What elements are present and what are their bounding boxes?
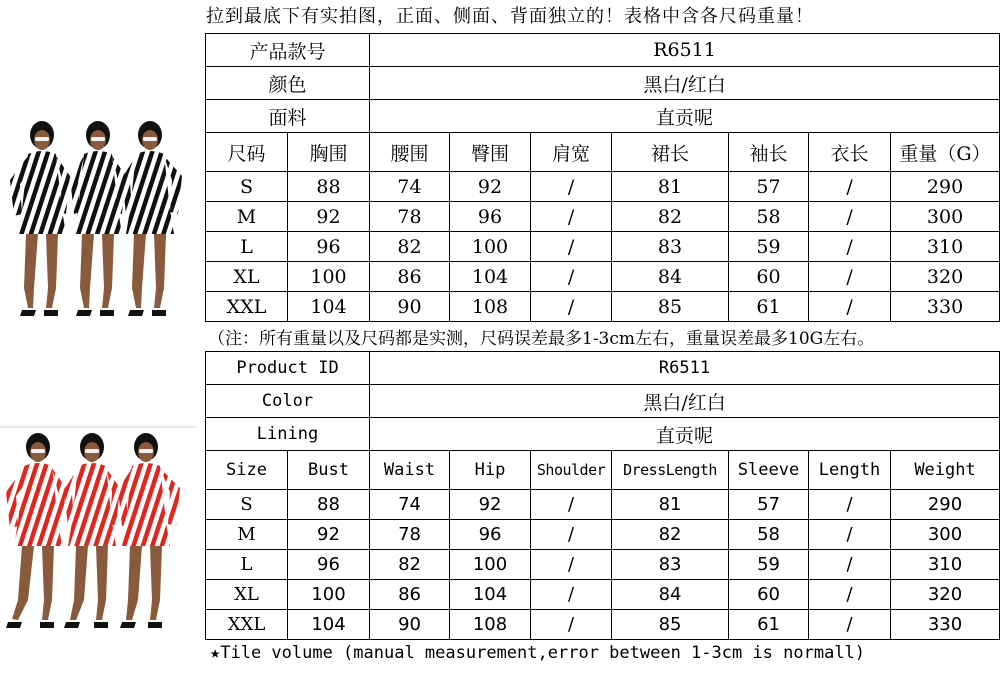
table-cell: 330 bbox=[891, 292, 1000, 322]
size-cell: M bbox=[206, 202, 288, 232]
table-cell: / bbox=[531, 262, 612, 292]
table-cell: / bbox=[809, 172, 891, 202]
header-cell: Sleeve bbox=[729, 451, 809, 490]
header-cell: 衣长 bbox=[809, 133, 891, 172]
color-value: 黑白/红白 bbox=[370, 67, 1000, 100]
size-cell: L bbox=[206, 550, 288, 580]
table-cell: 78 bbox=[370, 202, 450, 232]
table-cell: 104 bbox=[450, 262, 531, 292]
header-cell: 重量（G） bbox=[891, 133, 1000, 172]
table-row bbox=[206, 262, 1000, 292]
table-cell: 60 bbox=[729, 262, 809, 292]
table-cell: 82 bbox=[612, 202, 729, 232]
table-cell: 300 bbox=[891, 520, 1000, 550]
table-cell: / bbox=[531, 490, 612, 520]
table-cell: 104 bbox=[288, 292, 370, 322]
table-cell: 74 bbox=[370, 172, 450, 202]
lining-value: 直贡呢 bbox=[370, 418, 1000, 451]
model-figure-side bbox=[70, 121, 126, 316]
model-figure-front bbox=[6, 433, 66, 628]
model-figure-side bbox=[64, 433, 120, 628]
product-id-label: Product ID bbox=[206, 352, 370, 385]
table-cell: 59 bbox=[729, 232, 809, 262]
header-cell: 袖长 bbox=[729, 133, 809, 172]
model-figure-front bbox=[10, 121, 70, 316]
table-header-row bbox=[206, 133, 1000, 172]
table-cell: 57 bbox=[729, 172, 809, 202]
size-cell: XL bbox=[206, 580, 288, 610]
table-cell: / bbox=[809, 550, 891, 580]
table-cell: 320 bbox=[891, 580, 1000, 610]
header-cell: Hip bbox=[450, 451, 531, 490]
table-cell: 92 bbox=[450, 490, 531, 520]
table-cell: 86 bbox=[370, 580, 450, 610]
size-cell: S bbox=[206, 172, 288, 202]
table-row bbox=[206, 550, 1000, 580]
table-cell: 81 bbox=[612, 172, 729, 202]
table-cell: 92 bbox=[288, 520, 370, 550]
table-cell: 82 bbox=[370, 232, 450, 262]
table-cell: 82 bbox=[612, 520, 729, 550]
table-cell: 58 bbox=[729, 520, 809, 550]
tile-volume-note: ★Tile volume (manual measurement,error between 1-3cm is normall) bbox=[210, 643, 866, 663]
size-rows bbox=[206, 490, 1000, 640]
header-cell: 裙长 bbox=[612, 133, 729, 172]
table-cell: 96 bbox=[450, 202, 531, 232]
table-cell: 310 bbox=[891, 232, 1000, 262]
table-cell: 92 bbox=[288, 202, 370, 232]
table-cell: / bbox=[531, 520, 612, 550]
table-cell: 300 bbox=[891, 202, 1000, 232]
table-cell: 58 bbox=[729, 202, 809, 232]
table-cell: 100 bbox=[450, 550, 531, 580]
table-cell: 84 bbox=[612, 262, 729, 292]
table-cell: / bbox=[531, 550, 612, 580]
table-cell: 85 bbox=[612, 610, 729, 640]
table-row bbox=[206, 580, 1000, 610]
table-cell: 59 bbox=[729, 550, 809, 580]
table-cell: / bbox=[531, 580, 612, 610]
table-cell: / bbox=[809, 610, 891, 640]
table-cell: / bbox=[809, 202, 891, 232]
color-label: 颜色 bbox=[206, 67, 370, 100]
table-cell: 96 bbox=[450, 520, 531, 550]
header-cell: 腰围 bbox=[370, 133, 450, 172]
table-cell: 57 bbox=[729, 490, 809, 520]
model-figure-back bbox=[122, 121, 182, 316]
table-row bbox=[206, 172, 1000, 202]
table-cell: 104 bbox=[288, 610, 370, 640]
table-cell: 74 bbox=[370, 490, 450, 520]
table-cell: / bbox=[531, 232, 612, 262]
table-cell: 86 bbox=[370, 262, 450, 292]
table-cell: 88 bbox=[288, 172, 370, 202]
table-cell: / bbox=[809, 292, 891, 322]
header-cell: 肩宽 bbox=[531, 133, 612, 172]
size-table-chinese bbox=[205, 33, 1000, 322]
table-cell: / bbox=[531, 172, 612, 202]
table-cell: 84 bbox=[612, 580, 729, 610]
size-cell: L bbox=[206, 232, 288, 262]
header-cell: Weight bbox=[891, 451, 1000, 490]
table-cell: 100 bbox=[288, 262, 370, 292]
table-cell: / bbox=[531, 292, 612, 322]
table-cell: 330 bbox=[891, 610, 1000, 640]
table-row bbox=[206, 202, 1000, 232]
table-cell: / bbox=[531, 202, 612, 232]
table-cell: 88 bbox=[288, 490, 370, 520]
table-cell: 108 bbox=[450, 292, 531, 322]
lining-label: Lining bbox=[206, 418, 370, 451]
table-row bbox=[206, 232, 1000, 262]
table-cell: 290 bbox=[891, 172, 1000, 202]
table-row bbox=[206, 610, 1000, 640]
product-id-value: R6511 bbox=[370, 34, 1000, 67]
size-table-english bbox=[205, 351, 1000, 640]
table-cell: 310 bbox=[891, 550, 1000, 580]
measurement-note: （注：所有重量以及尺码都是实测，尺码误差最多1-3cm左右，重量误差最多10G左右。 bbox=[208, 329, 875, 349]
size-cell: M bbox=[206, 520, 288, 550]
fabric-value: 直贡呢 bbox=[370, 100, 1000, 133]
table-cell: 61 bbox=[729, 292, 809, 322]
table-cell: / bbox=[809, 520, 891, 550]
table-cell: 82 bbox=[370, 550, 450, 580]
header-cell: DressLength bbox=[612, 451, 729, 490]
table-cell: / bbox=[809, 232, 891, 262]
header-cell: 臀围 bbox=[450, 133, 531, 172]
table-cell: 61 bbox=[729, 610, 809, 640]
table-cell: 96 bbox=[288, 232, 370, 262]
size-rows bbox=[206, 172, 1000, 322]
table-cell: / bbox=[809, 490, 891, 520]
table-cell: 320 bbox=[891, 262, 1000, 292]
table-cell: / bbox=[809, 580, 891, 610]
table-cell: 100 bbox=[450, 232, 531, 262]
table-cell: 85 bbox=[612, 292, 729, 322]
table-cell: 90 bbox=[370, 292, 450, 322]
table-cell: 290 bbox=[891, 490, 1000, 520]
top-note: 拉到最底下有实拍图，正面、侧面、背面独立的！表格中含各尺码重量！ bbox=[206, 6, 814, 27]
size-cell: XXL bbox=[206, 292, 288, 322]
table-cell: 60 bbox=[729, 580, 809, 610]
table-header-row bbox=[206, 451, 1000, 490]
table-cell: 83 bbox=[612, 232, 729, 262]
table-cell: 90 bbox=[370, 610, 450, 640]
table-cell: 100 bbox=[288, 580, 370, 610]
header-cell: Bust bbox=[288, 451, 370, 490]
fabric-label: 面料 bbox=[206, 100, 370, 133]
header-cell: Waist bbox=[370, 451, 450, 490]
table-cell: 83 bbox=[612, 550, 729, 580]
header-cell: Shoulder bbox=[531, 451, 612, 490]
table-cell: 96 bbox=[288, 550, 370, 580]
table-row bbox=[206, 490, 1000, 520]
color-value: 黑白/红白 bbox=[370, 385, 1000, 418]
size-cell: XL bbox=[206, 262, 288, 292]
table-cell: 81 bbox=[612, 490, 729, 520]
product-id-value: R6511 bbox=[370, 352, 1000, 385]
header-cell: 尺码 bbox=[206, 133, 288, 172]
table-cell: 108 bbox=[450, 610, 531, 640]
table-cell: / bbox=[531, 610, 612, 640]
header-cell: 胸围 bbox=[288, 133, 370, 172]
table-cell: / bbox=[809, 262, 891, 292]
table-row bbox=[206, 520, 1000, 550]
size-cell: XXL bbox=[206, 610, 288, 640]
table-row bbox=[206, 292, 1000, 322]
product-id-label: 产品款号 bbox=[206, 34, 370, 67]
color-label: Color bbox=[206, 385, 370, 418]
model-photo-red-white bbox=[0, 425, 200, 635]
model-photo-black-white bbox=[0, 118, 200, 323]
header-cell: Length bbox=[809, 451, 891, 490]
table-cell: 78 bbox=[370, 520, 450, 550]
size-cell: S bbox=[206, 490, 288, 520]
table-cell: 92 bbox=[450, 172, 531, 202]
model-figure-back bbox=[118, 433, 180, 628]
header-cell: Size bbox=[206, 451, 288, 490]
table-cell: 104 bbox=[450, 580, 531, 610]
